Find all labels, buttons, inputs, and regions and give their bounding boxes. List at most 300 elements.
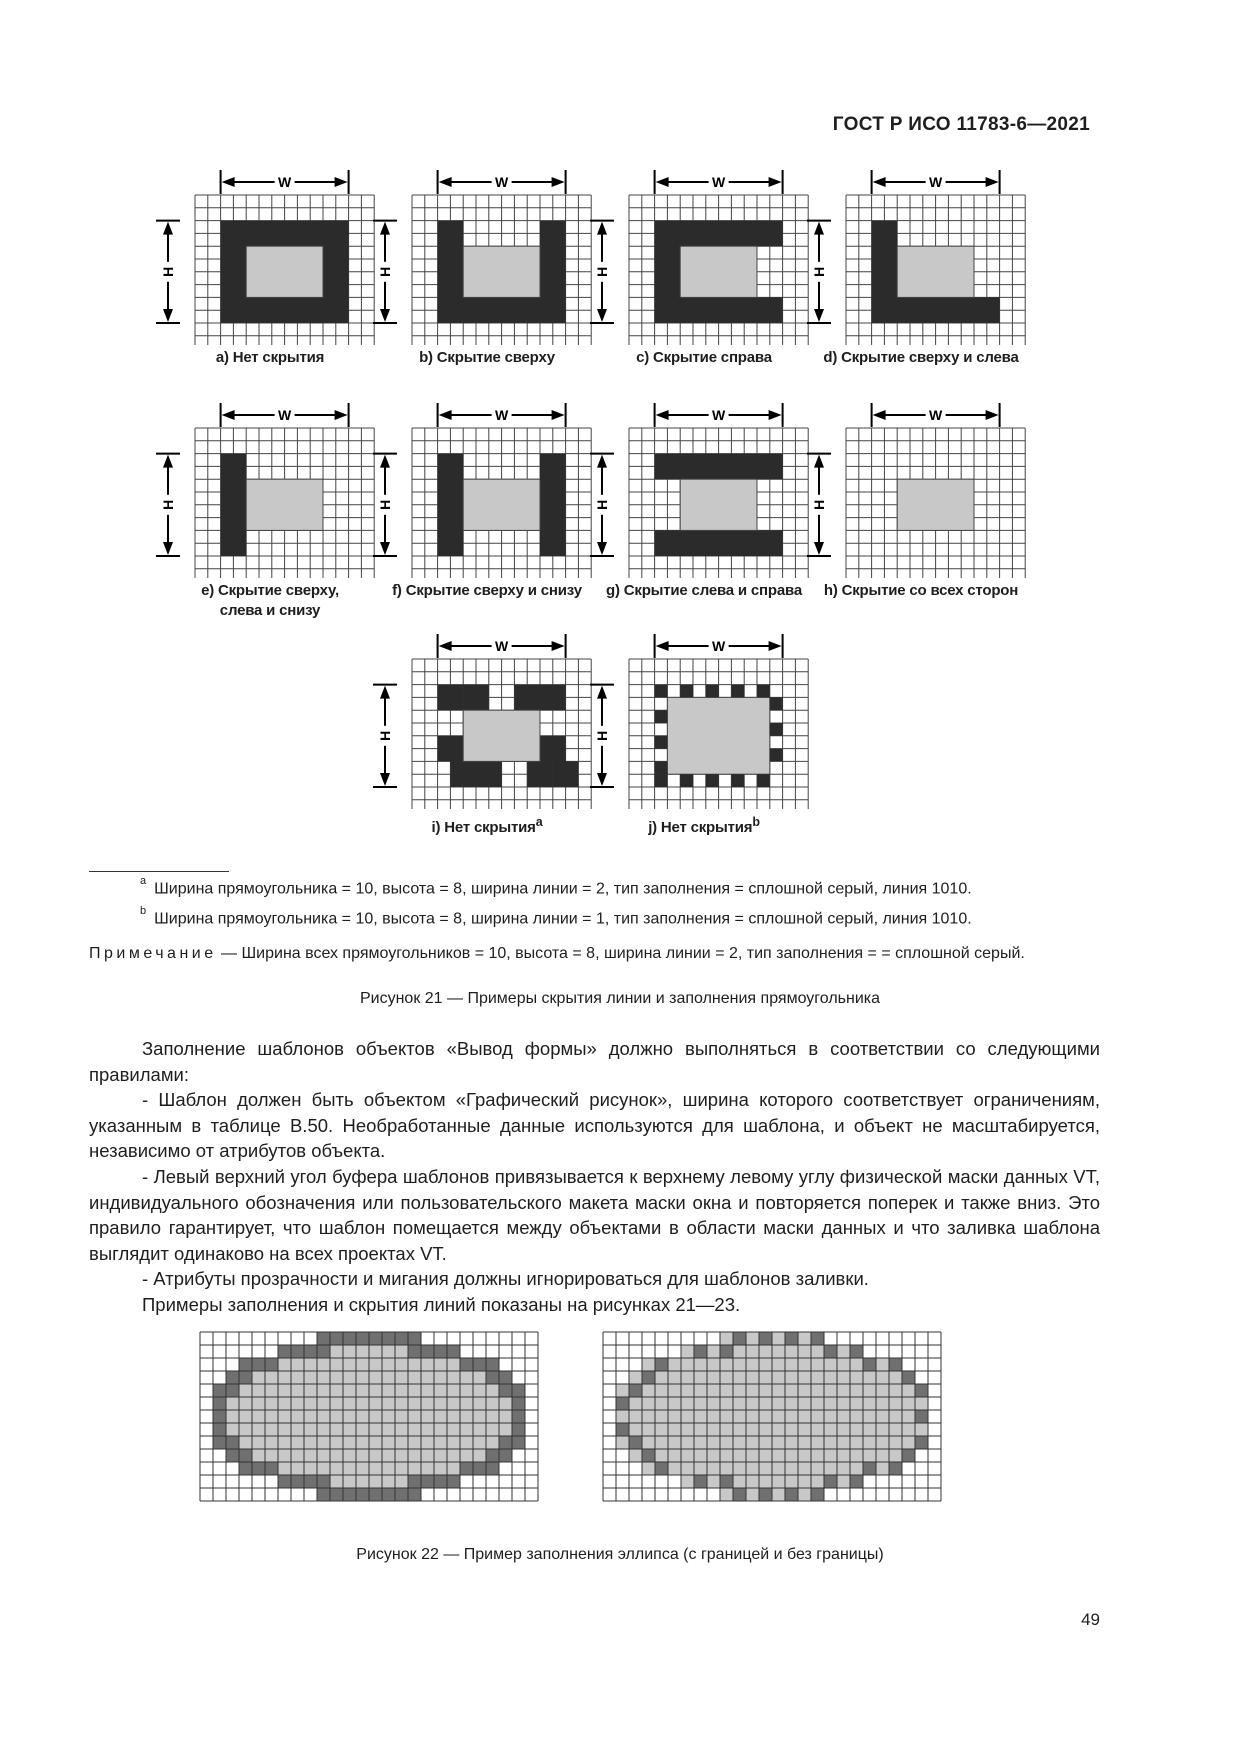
arrow-up	[380, 455, 390, 468]
ellipse-pixel	[772, 1345, 785, 1358]
ellipse-pixel	[824, 1449, 837, 1462]
ellipse-pixel	[850, 1462, 863, 1475]
ellipse-pixel	[291, 1345, 304, 1358]
ellipse-pixel	[850, 1449, 863, 1462]
figure-panel-b	[367, 170, 607, 400]
ellipse-pixel	[382, 1397, 395, 1410]
ellipse-pixel	[733, 1410, 746, 1423]
ellipse-pixel	[408, 1332, 421, 1345]
ellipse-pixel	[863, 1384, 876, 1397]
ellipse-pixel	[421, 1384, 434, 1397]
ellipse-pixel	[681, 1410, 694, 1423]
ellipse-pixel	[785, 1436, 798, 1449]
ellipse-pixel	[382, 1384, 395, 1397]
footnote-a: $^a$ Ширина прямоугольника = 10, высота = 8, ширина линии = 2, тип заполнения = сплошной серый, линия 1010.	[140, 875, 972, 898]
panel-caption: i) Нет скрытия$^a$	[431, 815, 543, 836]
dash-block	[553, 761, 579, 787]
ellipse-pixel	[876, 1462, 889, 1475]
ellipse-pixel	[408, 1462, 421, 1475]
ellipse-pixel	[382, 1358, 395, 1371]
ellipse-pixel	[356, 1345, 369, 1358]
figure-panel-a	[150, 170, 390, 400]
ellipse-pixel	[811, 1436, 824, 1449]
ellipse-pixel	[811, 1397, 824, 1410]
height-label: H	[594, 730, 610, 741]
arrow-down	[814, 542, 824, 555]
ellipse-pixel	[343, 1449, 356, 1462]
ellipse-pixel	[707, 1358, 720, 1371]
ellipse-pixel	[850, 1384, 863, 1397]
ellipse-pixel	[785, 1397, 798, 1410]
ellipse-pixel	[824, 1462, 837, 1475]
width-label: W	[277, 174, 292, 190]
ellipse-pixel	[876, 1423, 889, 1436]
ellipse-pixel	[265, 1423, 278, 1436]
ellipse-pixel	[915, 1410, 928, 1423]
ellipse-pixel	[330, 1332, 343, 1345]
fill-area	[463, 710, 540, 761]
ellipse-pixel	[460, 1462, 473, 1475]
ellipse-pixel	[915, 1436, 928, 1449]
ellipse-pixel	[707, 1475, 720, 1488]
ellipse-pixel	[707, 1410, 720, 1423]
ellipse-pixel	[616, 1384, 629, 1397]
ellipse-pixel	[694, 1423, 707, 1436]
ellipse-pixel	[278, 1423, 291, 1436]
ellipse-pixel	[681, 1371, 694, 1384]
border-right	[540, 221, 566, 323]
border-right	[540, 454, 566, 556]
ellipse-pixel	[798, 1371, 811, 1384]
ellipse-pixel	[382, 1449, 395, 1462]
ellipse-pixel	[512, 1397, 525, 1410]
dash-block	[450, 761, 476, 787]
ellipse-pixel	[876, 1371, 889, 1384]
ellipse-pixel	[837, 1358, 850, 1371]
ellipse-pixel	[824, 1358, 837, 1371]
ellipse-pixel	[239, 1397, 252, 1410]
ellipse-pixel	[486, 1423, 499, 1436]
ellipse-pixel	[395, 1488, 408, 1501]
arrow-down	[597, 773, 607, 786]
ellipse-pixel	[746, 1436, 759, 1449]
ellipse-pixel	[369, 1449, 382, 1462]
ellipse-pixel	[434, 1410, 447, 1423]
ellipse-pixel	[720, 1358, 733, 1371]
ellipse-pixel	[850, 1423, 863, 1436]
ellipse-pixel	[642, 1449, 655, 1462]
ellipse-pixel	[655, 1436, 668, 1449]
ellipse-pixel	[447, 1371, 460, 1384]
ellipse-pixel	[668, 1384, 681, 1397]
arrow-down	[380, 309, 390, 322]
height-label: H	[377, 730, 393, 741]
paragraph: Заполнение шаблонов объектов «Вывод формы» должно выполняться в соответствии со следующими правилами:	[89, 1038, 1100, 1085]
ellipse-pixel	[330, 1488, 343, 1501]
arrow-up	[597, 686, 607, 699]
ellipse-with-border	[200, 1332, 538, 1501]
ellipse-pixel	[213, 1410, 226, 1423]
ellipse-pixel	[486, 1371, 499, 1384]
ellipse-pixel	[772, 1462, 785, 1475]
ellipse-pixel	[629, 1436, 642, 1449]
ellipse-pixel	[863, 1397, 876, 1410]
ellipse-pixel	[772, 1384, 785, 1397]
ellipse-pixel	[889, 1423, 902, 1436]
ellipse-pixel	[746, 1475, 759, 1488]
ellipse-pixel	[824, 1397, 837, 1410]
ellipse-pixel	[421, 1423, 434, 1436]
ellipse-pixel	[486, 1384, 499, 1397]
ellipse-pixel	[629, 1449, 642, 1462]
ellipse-pixel	[317, 1488, 330, 1501]
arrow-left	[656, 641, 669, 651]
ellipse-pixel	[343, 1397, 356, 1410]
ellipse-pixel	[265, 1449, 278, 1462]
arrow-up	[597, 222, 607, 235]
ellipse-pixel	[252, 1384, 265, 1397]
panel-diagram	[801, 403, 1041, 578]
panel-caption: c) Скрытие справа	[636, 349, 772, 366]
panel-caption: j) Нет скрытия$^b$	[648, 815, 760, 836]
arrow-up	[163, 222, 173, 235]
ellipse-pixel	[733, 1332, 746, 1345]
ellipse-pixel	[356, 1436, 369, 1449]
ellipse-pixel	[408, 1358, 421, 1371]
ellipse-pixel	[304, 1384, 317, 1397]
height-label: H	[594, 499, 610, 510]
panel-diagram	[150, 170, 390, 345]
ellipse-pixel	[473, 1423, 486, 1436]
ellipse-pixel	[291, 1384, 304, 1397]
dash-block	[438, 685, 464, 711]
ellipse-pixel	[629, 1371, 642, 1384]
ellipse-pixel	[746, 1488, 759, 1501]
ellipse-pixel	[694, 1475, 707, 1488]
arrow-right	[552, 641, 565, 651]
ellipse-pixel	[655, 1410, 668, 1423]
dash-pixel	[655, 685, 668, 698]
height-label: H	[594, 266, 610, 277]
ellipse-pixel	[889, 1449, 902, 1462]
arrow-down	[380, 542, 390, 555]
ellipse-pixel	[902, 1423, 915, 1436]
ellipse-pixel	[655, 1371, 668, 1384]
ellipse-pixel	[447, 1462, 460, 1475]
height-label: H	[160, 266, 176, 277]
ellipse-pixel	[291, 1423, 304, 1436]
ellipse-pixel	[382, 1488, 395, 1501]
height-label: H	[377, 266, 393, 277]
ellipse-pixel	[785, 1475, 798, 1488]
ellipse-pixel	[759, 1410, 772, 1423]
ellipse-pixel	[330, 1436, 343, 1449]
ellipse-pixel	[876, 1358, 889, 1371]
ellipse-pixel	[655, 1462, 668, 1475]
ellipse-pixel	[824, 1410, 837, 1423]
ellipse-pixel	[330, 1410, 343, 1423]
ellipse-pixel	[356, 1371, 369, 1384]
fill-area	[897, 479, 974, 530]
arrow-left	[439, 641, 452, 651]
ellipse-pixel	[720, 1397, 733, 1410]
ellipse-pixel	[655, 1397, 668, 1410]
ellipse-pixel	[811, 1410, 824, 1423]
ellipse-pixel	[434, 1462, 447, 1475]
ellipse-pixel	[239, 1449, 252, 1462]
ellipse-pixel	[486, 1436, 499, 1449]
ellipse-pixel	[720, 1436, 733, 1449]
ellipse-pixel	[343, 1475, 356, 1488]
ellipse-pixel	[837, 1371, 850, 1384]
dash-pixel	[680, 685, 693, 698]
ellipse-pixel	[421, 1410, 434, 1423]
ellipse-pixel	[694, 1449, 707, 1462]
ellipse-pixel	[395, 1345, 408, 1358]
ellipse-pixel	[746, 1332, 759, 1345]
ellipse-pixel	[408, 1384, 421, 1397]
panel-caption: e) Скрытие сверху, слева и снизу	[201, 582, 339, 619]
ellipse-pixel	[473, 1436, 486, 1449]
ellipse-pixel	[707, 1345, 720, 1358]
ellipse-pixel	[785, 1488, 798, 1501]
ellipse-pixel	[304, 1423, 317, 1436]
figure-panel-g	[584, 403, 824, 633]
ellipse-pixel	[343, 1488, 356, 1501]
ellipse-pixel	[707, 1449, 720, 1462]
ellipse-pixel	[798, 1462, 811, 1475]
ellipse-pixel	[226, 1410, 239, 1423]
ellipse-pixel	[291, 1436, 304, 1449]
ellipse-pixel	[369, 1475, 382, 1488]
ellipse-pixel	[616, 1410, 629, 1423]
ellipse-pixel	[681, 1358, 694, 1371]
ellipse-pixel	[707, 1371, 720, 1384]
ellipse-pixel	[395, 1384, 408, 1397]
figure-panel-j	[584, 634, 824, 864]
dash-pixel	[655, 774, 668, 787]
ellipse-pixel	[837, 1449, 850, 1462]
ellipse-pixel	[213, 1436, 226, 1449]
ellipse-pixel	[421, 1345, 434, 1358]
ellipse-pixel	[902, 1410, 915, 1423]
ellipse-pixel	[317, 1410, 330, 1423]
ellipse-pixel	[356, 1358, 369, 1371]
ellipse-pixel	[317, 1436, 330, 1449]
ellipse-pixel	[213, 1397, 226, 1410]
ellipse-pixel	[343, 1462, 356, 1475]
ellipse-pixel	[395, 1475, 408, 1488]
dash-pixel	[770, 723, 783, 736]
ellipse-pixel	[759, 1423, 772, 1436]
ellipse-pixel	[317, 1332, 330, 1345]
ellipse-pixel	[356, 1488, 369, 1501]
ellipse-pixel	[811, 1488, 824, 1501]
ellipse-pixel	[252, 1371, 265, 1384]
panel-caption: a) Нет скрытия	[215, 349, 325, 366]
panel-diagram	[367, 403, 607, 578]
ellipse-pixel	[902, 1449, 915, 1462]
ellipse-pixel	[811, 1345, 824, 1358]
dash-pixel	[757, 685, 770, 698]
ellipse-pixel	[798, 1345, 811, 1358]
ellipse-pixel	[304, 1475, 317, 1488]
ellipse-pixel	[850, 1358, 863, 1371]
dash-pixel	[655, 736, 668, 749]
ellipse-pixel	[707, 1397, 720, 1410]
ellipse-pixel	[317, 1384, 330, 1397]
ellipse-pixel	[720, 1462, 733, 1475]
ellipse-pixel	[395, 1462, 408, 1475]
ellipse-pixel	[876, 1436, 889, 1449]
ellipse-pixel	[460, 1436, 473, 1449]
ellipse-pixel	[837, 1436, 850, 1449]
ellipse-pixel	[408, 1423, 421, 1436]
arrow-right	[335, 410, 348, 420]
ellipse-pixel	[356, 1449, 369, 1462]
ellipse-pixel	[642, 1436, 655, 1449]
ellipse-pixel	[486, 1462, 499, 1475]
ellipse-pixel	[356, 1332, 369, 1345]
dash-pixel	[757, 774, 770, 787]
ellipse-pixel	[668, 1358, 681, 1371]
fill-area	[246, 246, 323, 297]
ellipse-pixel	[850, 1475, 863, 1488]
ellipse-pixel	[356, 1410, 369, 1423]
ellipse-pixel	[915, 1423, 928, 1436]
ellipse-pixel	[889, 1410, 902, 1423]
ellipse-pixel	[239, 1436, 252, 1449]
height-label: H	[160, 499, 176, 510]
arrow-left	[222, 410, 235, 420]
ellipse-pixel	[447, 1449, 460, 1462]
ellipse-pixel	[408, 1371, 421, 1384]
ellipse-pixel	[395, 1436, 408, 1449]
ellipse-pixel	[226, 1449, 239, 1462]
arrow-up	[380, 686, 390, 699]
width-label: W	[928, 174, 943, 190]
ellipse-pixel	[382, 1332, 395, 1345]
ellipse-pixel	[330, 1462, 343, 1475]
ellipse-pixel	[863, 1423, 876, 1436]
fill-area	[246, 479, 323, 530]
ellipse-pixel	[278, 1358, 291, 1371]
figure-21-caption: Рисунок 21 — Примеры скрытия линии и заполнения прямоугольника	[359, 990, 881, 1007]
arrow-up	[597, 455, 607, 468]
panel-caption: d) Скрытие сверху и слева	[823, 349, 1019, 366]
ellipse-pixel	[304, 1462, 317, 1475]
border-right	[323, 221, 349, 323]
ellipse-pixel	[278, 1436, 291, 1449]
ellipse-pixel	[850, 1345, 863, 1358]
ellipse-pixel	[486, 1397, 499, 1410]
ellipse-pixel	[447, 1475, 460, 1488]
fill-area	[463, 246, 540, 297]
ellipse-pixel	[434, 1397, 447, 1410]
ellipse-pixel	[512, 1410, 525, 1423]
ellipse-pixel	[239, 1423, 252, 1436]
ellipse-pixel	[278, 1462, 291, 1475]
ellipse-pixel	[343, 1345, 356, 1358]
border-left	[438, 454, 464, 556]
ellipse-pixel	[863, 1462, 876, 1475]
ellipse-pixel	[837, 1423, 850, 1436]
ellipse-pixel	[616, 1397, 629, 1410]
ellipse-pixel	[772, 1449, 785, 1462]
ellipse-pixel	[785, 1358, 798, 1371]
ellipse-pixel	[798, 1358, 811, 1371]
ellipse-pixel	[681, 1423, 694, 1436]
ellipse-pixel	[330, 1449, 343, 1462]
ellipse-pixel	[824, 1371, 837, 1384]
dash-block	[438, 736, 464, 762]
ellipse-pixel	[434, 1358, 447, 1371]
panel-caption: b) Скрытие сверху	[419, 349, 555, 366]
figure-panel-e	[150, 403, 390, 633]
dash-block	[540, 736, 566, 762]
ellipse-pixel	[694, 1397, 707, 1410]
ellipse-pixel	[720, 1384, 733, 1397]
ellipse-pixel	[356, 1475, 369, 1488]
ellipse-pixel	[317, 1475, 330, 1488]
ellipse-pixel	[642, 1397, 655, 1410]
arrow-right	[769, 641, 782, 651]
ellipse-pixel	[759, 1436, 772, 1449]
ellipse-pixel	[785, 1423, 798, 1436]
ellipse-pixel	[759, 1345, 772, 1358]
border-left	[221, 221, 247, 323]
ellipse-pixel	[876, 1410, 889, 1423]
ellipse-pixel	[291, 1371, 304, 1384]
ellipse-pixel	[694, 1436, 707, 1449]
ellipse-pixel	[408, 1410, 421, 1423]
width-label: W	[494, 638, 509, 654]
ellipse-pixel	[421, 1462, 434, 1475]
ellipse-pixel	[889, 1384, 902, 1397]
ellipse-pixel	[330, 1397, 343, 1410]
dash-pixel	[655, 710, 668, 723]
arrow-left	[656, 177, 669, 187]
ellipse-pixel	[395, 1423, 408, 1436]
ellipse-pixel	[642, 1462, 655, 1475]
ellipse-pixel	[811, 1423, 824, 1436]
ellipse-pixel	[720, 1410, 733, 1423]
ellipse-pixel	[772, 1488, 785, 1501]
arrow-right	[986, 177, 999, 187]
ellipse-pixel	[746, 1371, 759, 1384]
ellipse-pixel	[252, 1397, 265, 1410]
ellipse-pixel	[746, 1384, 759, 1397]
ellipse-pixel	[460, 1384, 473, 1397]
border-top	[655, 454, 783, 480]
ellipse-pixel	[889, 1397, 902, 1410]
ellipse-pixel	[382, 1345, 395, 1358]
ellipse-pixel	[876, 1384, 889, 1397]
ellipse-pixel	[369, 1384, 382, 1397]
ellipse-pixel	[278, 1410, 291, 1423]
ellipse-pixel	[798, 1332, 811, 1345]
ellipse-pixel	[460, 1397, 473, 1410]
arrow-left	[656, 410, 669, 420]
dash-block	[463, 685, 489, 711]
paragraph: - Атрибуты прозрачности и мигания должны игнорироваться для шаблонов заливки.	[142, 1268, 869, 1290]
ellipse-pixel	[785, 1462, 798, 1475]
ellipse-pixel	[681, 1397, 694, 1410]
ellipse-pixel	[681, 1436, 694, 1449]
ellipse-pixel	[291, 1358, 304, 1371]
ellipse-pixel	[447, 1423, 460, 1436]
ellipse-pixel	[759, 1462, 772, 1475]
